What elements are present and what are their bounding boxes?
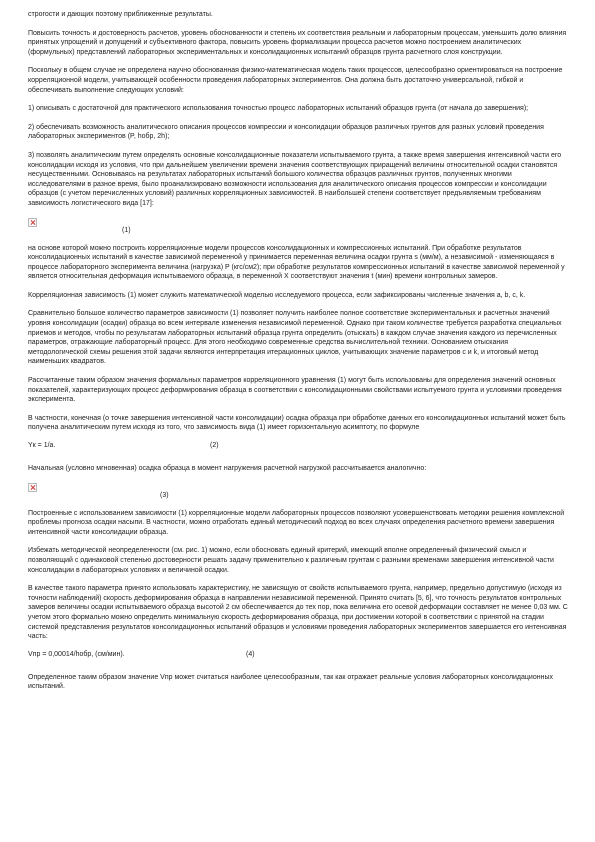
equation-number: (1) [122, 226, 131, 234]
paragraph: Сравнительно большое количество параметров зависимости (1) позволяет получить наиболее полное соответствие экспериментальных и расчетных значений уровня консолидации (осадки) образца во всем интервале изменения независимой переменной. Однако при таком количестве требуется разработка специальных приемов и методов, чтобы по результатам лабораторных испытаний образца грунта определить (отыскать) в каждом случае значения каждого из перечисленных параметров, отражающие лабораторный процесс. Для этого необходимо современные средства вычислительной техники. Основанием отыскания методологической схемы решения этой задачи являются интерпретация итерационных циклов, учитывающих значение параметров c и k, и итоговый метод наименьших квадратов. [28, 310, 562, 366]
paragraph: В частности, конечная (о точке завершения интенсивной части консолидации) осадка образца при обработке данных его консолидационных испытаний может быть получена аналитическим путем исходя из того, что зависимость вида (1) имеет горизонтальную асимптоту, по формуле [28, 414, 566, 432]
equation-text: Yк = 1/a. [28, 442, 56, 449]
paragraph: Построенные с использованием зависимости (1) корреляционные модели лабораторных процессов позволяют усовершенствовать методики решения комплексной проблемы прогноза осадки насыпи. В частности, можно отработать единый методический подход во всех случаях определения расчетного времени завершения интенсивной части консолидации образца. [28, 509, 565, 536]
equation-text: Vпр = 0,00014/hобр, (см/мин). [28, 650, 125, 658]
equation-1 [28, 218, 568, 238]
document-page [28, 10, 568, 701]
paragraph: Начальная (условно мгновенная) осадка образца в момент нагружения расчетной нагрузкой рассчитывается аналогично: [28, 465, 427, 472]
paragraph: строгости и дающих поэтому приближенные результаты. [28, 11, 213, 18]
paragraph: Повысить точность и достоверность расчетов, уровень обоснованности и степень их соответствия реальным и лабораторным процессам, уменьшить долю влияния принятых упрощений и допущений и субъективного фактора, повысить уровень формализации процесса расчетов можно построением аналитических (формульных) представлений лабораторных экспериментальных и консолидационных испытаний образцов грунта расчетного слоя конструкции. [28, 29, 567, 56]
equation-number: (3) [160, 491, 169, 499]
list-item: 3) позволять аналитическим путем определять основные консолидационные показатели испытываемого грунта, а также время завершения интенсивной части его консолидации исходя из условия, что при дальнейшем увеличении времени значения соответствующих приращений величины относительной осадки становятся несущественными. Основываясь на результатах лабораторных испытаний большого количества образцов различных грунтов, полученных многими исследователями в разное время, было проанализировано возможности использования для аналитического описания процессов компрессии и консолидации образцов (с учетом перечисленных условий) различных корреляционных зависимостей. В наибольшей степени соответствует предъявляемым требованиям зависимость логистического вида [17]: [28, 151, 562, 207]
broken-image-icon [28, 218, 37, 227]
paragraph: Избежать методической неопределенности (см. рис. 1) можно, если обосновать единый критерий, имеющий вполне определенный физический смысл и позволяющий с одинаковой степенью достоверности решать задачу применительно к различным грунтам с разными временами завершения интенсивной части консолидации в лабораторных условиях и величиной осадки. [28, 547, 554, 574]
paragraph: Корреляционная зависимость (1) может служить математической моделью исследуемого процесса, если зафиксированы численные значения a, b, c, k. [28, 291, 526, 299]
equation-4 [28, 651, 568, 663]
equation-number: (2) [210, 442, 219, 449]
paragraph: Поскольку в общем случае не определена научно обоснованная физико-математическая модель таких процессов, целесообразно ориентироваться на построение корреляционной модели, учитывающей особенности проведения лабораторных экспериментов. Она должна быть достаточно универсальной, гибкой и обеспечивать выполнение следующих условий: [28, 67, 563, 94]
equation-2 [28, 442, 568, 454]
broken-image-icon [28, 483, 37, 492]
list-item: 2) обеспечивать возможность аналитического описания процессов компрессии и консолидации образцов различных грунтов для разных условий проведения лабораторных экспериментов (P, hобр, 2h); [28, 123, 544, 141]
equation-number: (4) [246, 650, 255, 658]
paragraph: В качестве такого параметра принято использовать характеристику, не зависящую от свойств испытываемого грунта, например, предельно допустимую (исходя из точности наблюдений) скорость деформирования образца в направлении независимой переменной. Принято считать [5, 6], что точность результатов контрольных замеров величины осадки испытываемого образца высотой 2 см обеспечивается до тех пор, пока величина его осевой деформации составляет не менее 0,03 мм. С учетом этого формально можно определить минимальную скорость деформирования образца, при достижении которой в соответствии с принятой на стадии системой представления результатов консолидационных испытаний образцов и условиями проведения лабораторных экспериментов завершается его интенсивная часть: [28, 585, 568, 641]
equation-3 [28, 483, 568, 503]
list-item: 1) описывать с достаточной для практического использования точностью процесс лабораторных испытаний образцов грунта (от начала до завершения); [28, 105, 529, 113]
paragraph: Определенное таким образом значение Vпр может считаться наиболее целесообразным, так как отражает реальные условия лабораторных консолидационных испытаний. [28, 673, 553, 691]
paragraph: на основе которой можно построить корреляционные модели процессов консолидационных и компрессионных испытаний. При обработке результатов консолидационных испытаний в качестве зависимой переменной y принимается переменная величина осадки грунта s (мм/м), а независимой - изменяющаяся в процессе лабораторного эксперимента величина (нагрузка) P (кгс/см2); при обработке результатов компрессионных испытаний в качестве зависимой переменной y является относительная деформация испытываемого образца, в переменной X соответствуют значения t (мин) времени контрольных замеров. [28, 244, 565, 281]
paragraph: Рассчитанные таким образом значения формальных параметров корреляционного уравнения (1) могут быть использованы для определения значений основных показателей, характеризующих процесс деформирования образца в соответствии с консолидационными свойствами испытуемого грунта и условиями проведения эксперимента. [28, 377, 562, 404]
